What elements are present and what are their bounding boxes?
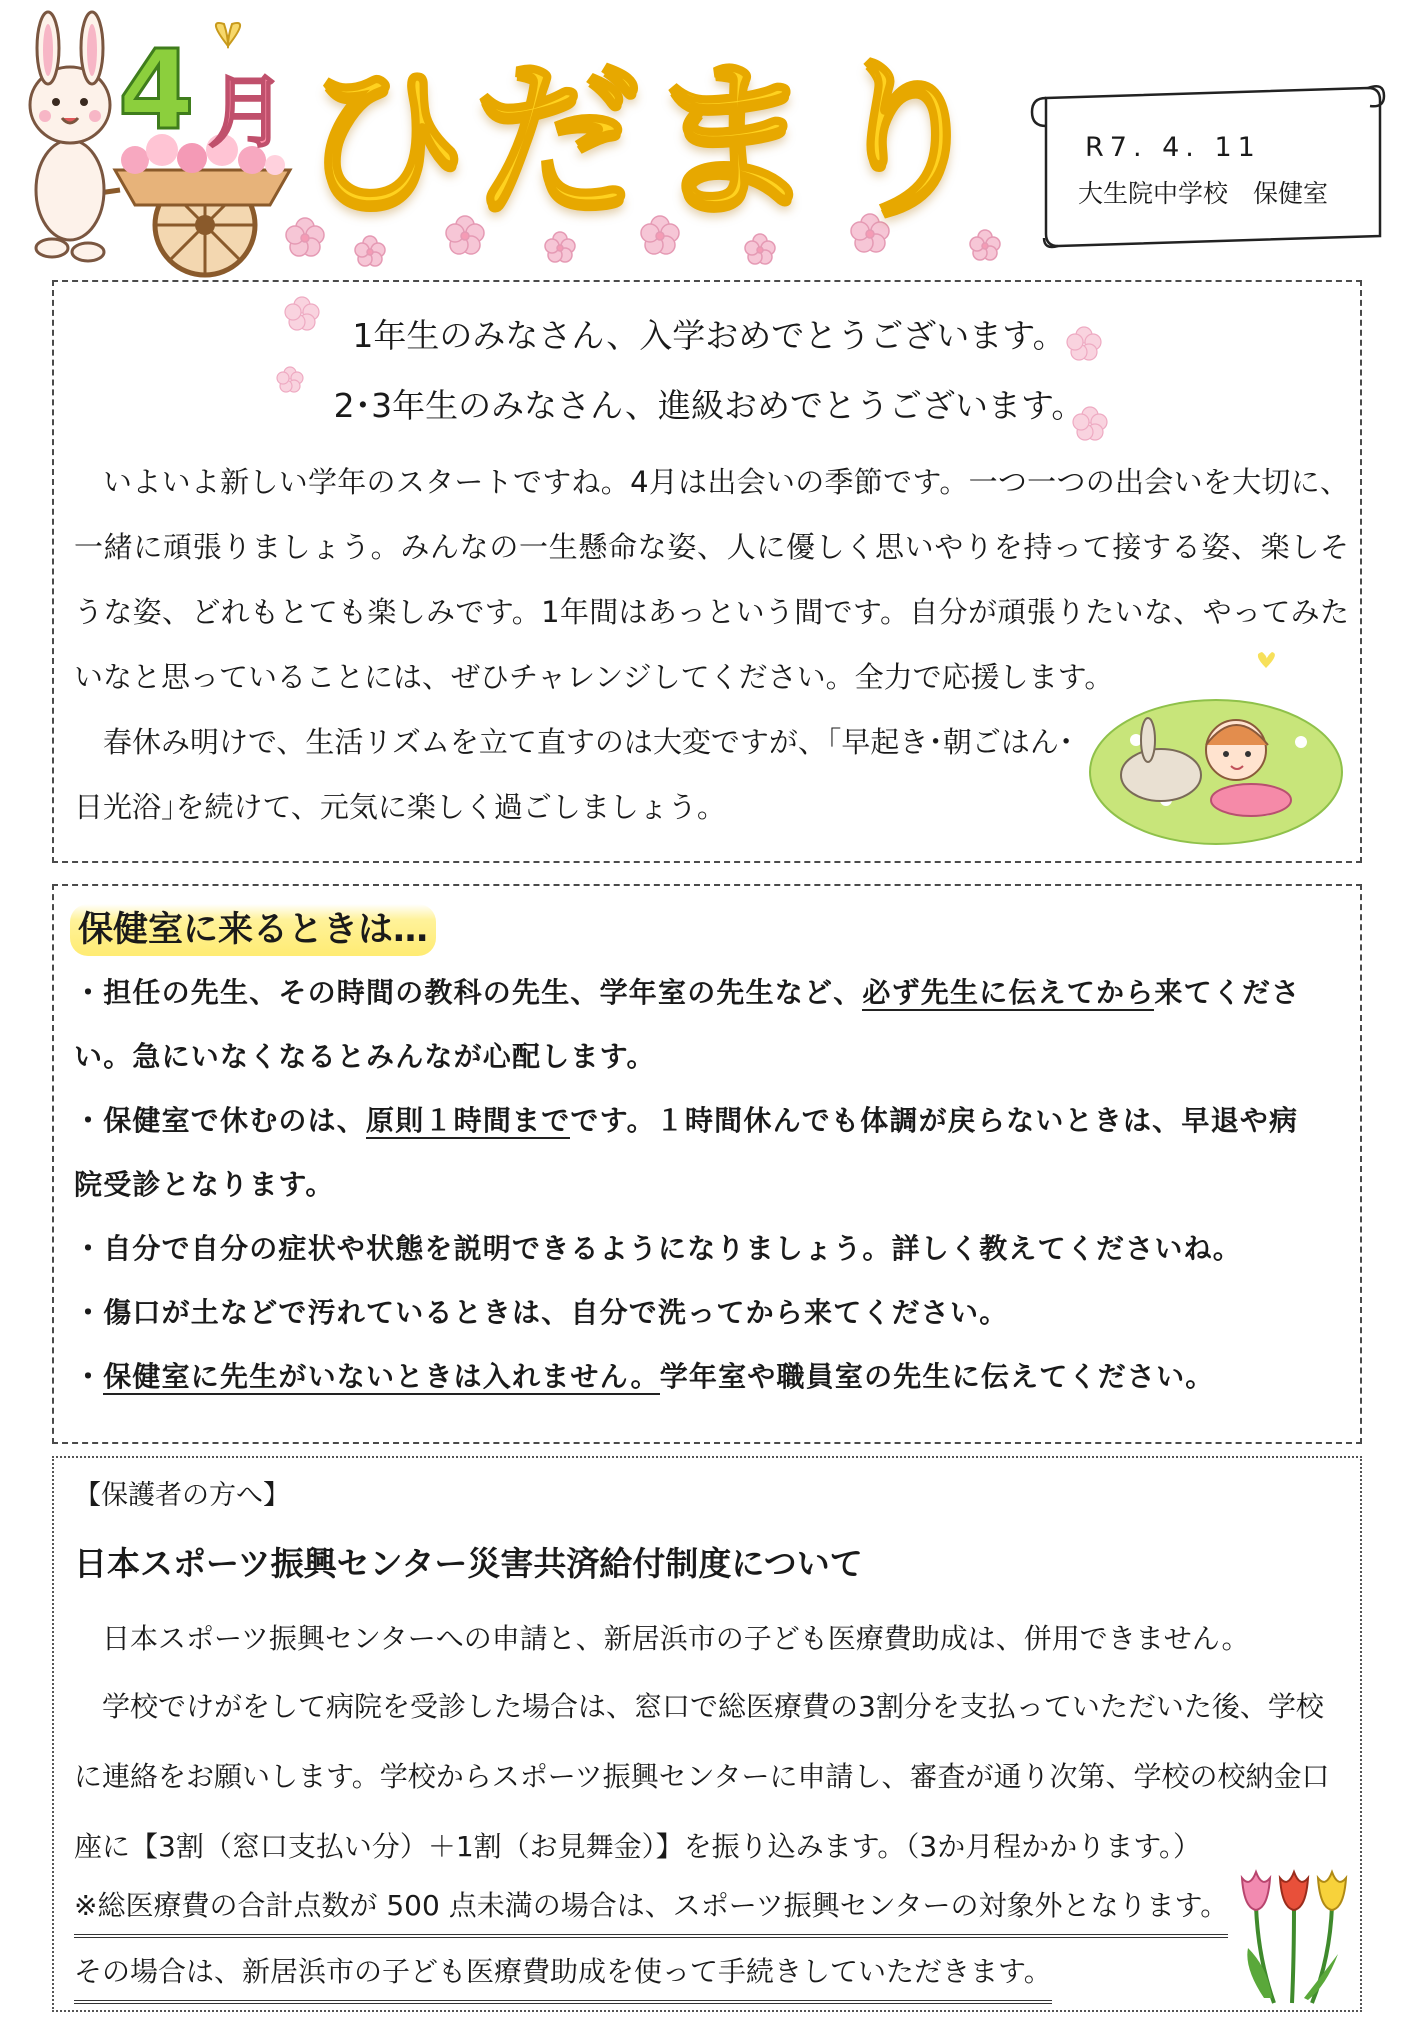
rule-5 — [74, 1344, 1349, 1409]
health-room-rules-section — [52, 884, 1362, 1444]
greeting-upper-years: 2･3年生のみなさん、進級おめでとうございます。 — [333, 386, 1085, 425]
rule-4: ・傷口が土などで汚れているときは、自分で洗ってから来てください。 — [74, 1296, 1009, 1329]
parents-note-2: その場合は、新居浜市の子ども医療費助成を使って手続きしていただきます。 — [74, 1944, 1052, 2004]
health-room-heading: 保健室に来るときは… — [70, 904, 436, 956]
greeting-paragraph: いよいよ新しい学年のスタートですね。4月は出会いの季節です。一つ一つの出会いを大切に、一緒に頑張りましょう。みんなの一生懸命な姿、人に優しく思いやりを持って接する姿、楽しそうな姿、どれもとても楽しみです。1年間はあっという間です。自分が頑張りたいな、やってみたいなと思っていることには、ぜひチャレンジしてください。全力で応援します。 — [74, 465, 1349, 694]
parents-paragraph-2: 学校でけがをして病院を受診した場合は、窓口で総医療費の3割分を支払っていただいた後、学校に連絡をお願いします。学校からスポーツ振興センターに申請し、審査が通り次第、学校の校納金口座に【3割（窓口支払い分）＋1割（お見舞金）】を振り込みます。（3か月程かかります。） — [74, 1690, 1330, 1863]
rule-1 — [74, 960, 1349, 1025]
rule-5-text-end: 学年室や職員室の先生に伝えてください。 — [659, 1360, 1215, 1393]
rule-1-text: ・担任の先生、その時間の教科の先生、学年室の先生など、 — [74, 976, 863, 1009]
parents-note-1: ※総医療費の合計点数が 500 点未満の場合は、スポーツ振興センターの対象外となります。 — [74, 1878, 1228, 1938]
rule-5-underlined: 保健室に先生がいないときは入れません。 — [103, 1360, 660, 1393]
parents-label: 【保護者の方へ】 — [74, 1480, 290, 1511]
rule-5-bullet: ・ — [74, 1360, 104, 1393]
parents-title: 日本スポーツ振興センター災害共済給付制度について — [74, 1544, 863, 1583]
rule-2-text-end: です。１時間休んでも体調が戻らないときは、早退や病 — [570, 1104, 1299, 1137]
issue-date: R7. 4. 11 — [1085, 132, 1261, 163]
greeting-first-years: 1年生のみなさん、入学おめでとうございます。 — [352, 316, 1066, 355]
girl-and-rabbit-in-clover-icon — [1086, 650, 1346, 850]
month-kanji: 月 — [208, 68, 287, 158]
rule-2 — [74, 1088, 1349, 1153]
parents-paragraph-1: 日本スポーツ振興センターへの申請と、新居浜市の子ども医療費助成は、併用できません。 — [102, 1622, 1250, 1655]
tulips-icon — [1234, 1858, 1352, 2008]
greeting-paragraph-2-line-2: 日光浴｣を続けて、元気に楽しく過ごしましょう。 — [74, 790, 726, 824]
greeting-section — [52, 280, 1362, 863]
rule-2-continued: 院受診となります。 — [74, 1168, 335, 1201]
rule-3: ・自分で自分の症状や状態を説明できるようになりましょう。詳しく教えてくださいね。 — [74, 1232, 1243, 1265]
rule-1-underlined: 必ず先生に伝えてから — [862, 976, 1155, 1009]
newsletter-title: ひだまり — [300, 42, 996, 238]
rule-1-continued: い。急にいなくなるとみんなが心配します。 — [74, 1040, 656, 1073]
rule-2-underlined: 原則１時間まで — [366, 1104, 571, 1137]
butterfly-icon — [216, 23, 240, 46]
school-office: 大生院中学校 保健室 — [1078, 179, 1329, 208]
paper-scroll-icon — [1028, 78, 1386, 256]
rule-2-text: ・保健室で休むのは、 — [74, 1104, 367, 1137]
header — [0, 0, 1408, 275]
parents-section — [52, 1456, 1362, 2012]
rule-1-text-end: 来てくださ — [1154, 976, 1301, 1009]
month-number: 4 — [118, 26, 195, 154]
greeting-paragraph-2-line-1: 春休み明けで、生活リズムを立て直すのは大変ですが、｢早起き･朝ごはん･ — [103, 725, 1074, 759]
